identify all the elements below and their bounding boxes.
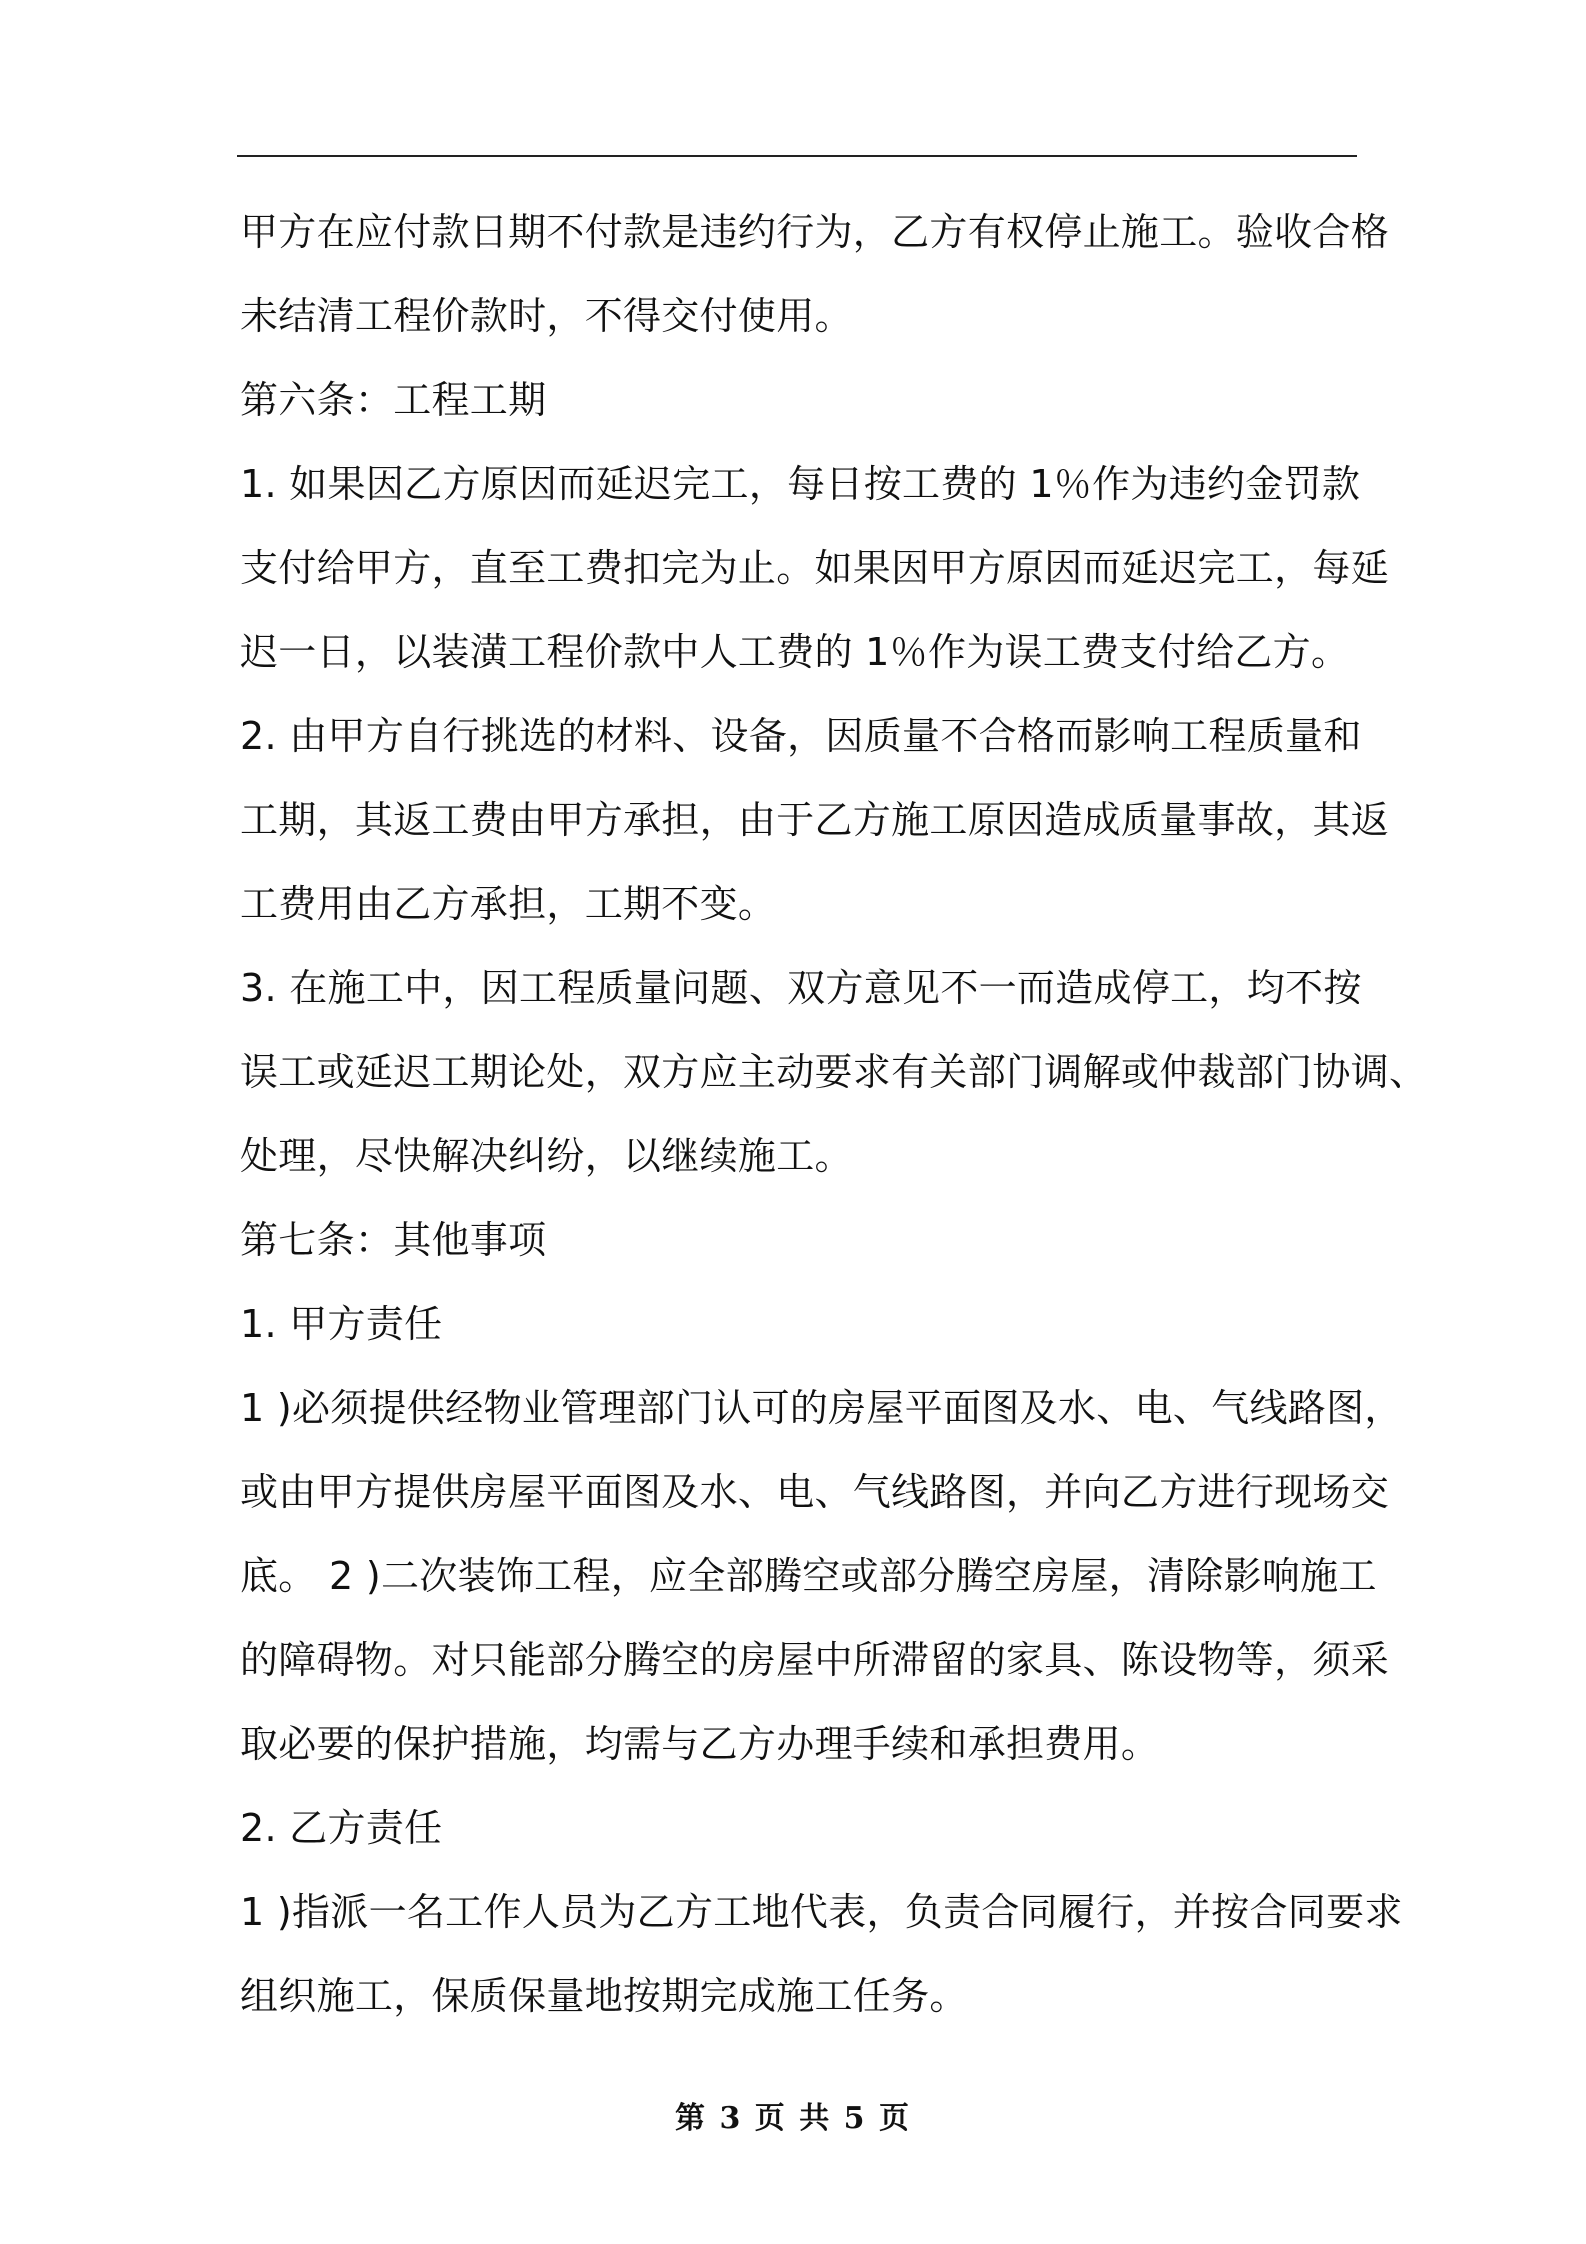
text-line: 2. 乙方责任 — [240, 1806, 443, 1850]
text-line: 组织施工，保质保量地按期完成施工任务。 — [240, 1974, 968, 2018]
text-line: 的障碍物。对只能部分腾空的房屋中所滞留的家具、陈设物等，须采 — [240, 1638, 1390, 1682]
text-line: 1 )必须提供经物业管理部门认可的房屋平面图及水、电、气线路图， — [240, 1386, 1403, 1430]
text-line: 支付给甲方，直至工费扣完为止。如果因甲方原因而延迟完工，每延 — [240, 546, 1390, 590]
section-heading: 第六条：工程工期 — [240, 378, 547, 422]
text-line: 迟一日，以装潢工程价款中人工费的 1％作为误工费支付给乙方。 — [240, 630, 1350, 674]
header-rule — [237, 155, 1357, 157]
document-body — [240, 190, 1428, 2038]
page-number: 第 3 页 共 5 页 — [675, 2101, 911, 2136]
text-line: 底。 2 )二次装饰工程，应全部腾空或部分腾空房屋，清除影响施工 — [240, 1554, 1377, 1598]
text-line: 1. 甲方责任 — [240, 1302, 443, 1346]
text-line: 未结清工程价款时，不得交付使用。 — [240, 294, 853, 338]
text-line: 2. 由甲方自行挑选的材料、设备，因质量不合格而影响工程质量和 — [240, 714, 1362, 758]
text-line: 1 )指派一名工作人员为乙方工地代表，负责合同履行，并按合同要求 — [240, 1890, 1403, 1934]
text-line: 甲方在应付款日期不付款是违约行为，乙方有权停止施工。验收合格 — [240, 210, 1390, 254]
text-line: 误工或延迟工期论处，双方应主动要求有关部门调解或仲裁部门协调、 — [240, 1050, 1428, 1094]
text-line: 1. 如果因乙方原因而延迟完工，每日按工费的 1％作为违约金罚款 — [240, 462, 1361, 506]
text-line: 处理，尽快解决纠纷，以继续施工。 — [240, 1134, 853, 1178]
text-line: 3. 在施工中，因工程质量问题、双方意见不一而造成停工，均不按 — [240, 966, 1362, 1010]
text-line: 工期，其返工费由甲方承担，由于乙方施工原因造成质量事故，其返 — [240, 798, 1390, 842]
text-line: 取必要的保护措施，均需与乙方办理手续和承担费用。 — [240, 1722, 1160, 1766]
text-line: 或由甲方提供房屋平面图及水、电、气线路图，并向乙方进行现场交 — [240, 1470, 1390, 1514]
section-heading: 第七条：其他事项 — [240, 1218, 547, 1262]
text-line: 工费用由乙方承担，工期不变。 — [240, 882, 777, 926]
